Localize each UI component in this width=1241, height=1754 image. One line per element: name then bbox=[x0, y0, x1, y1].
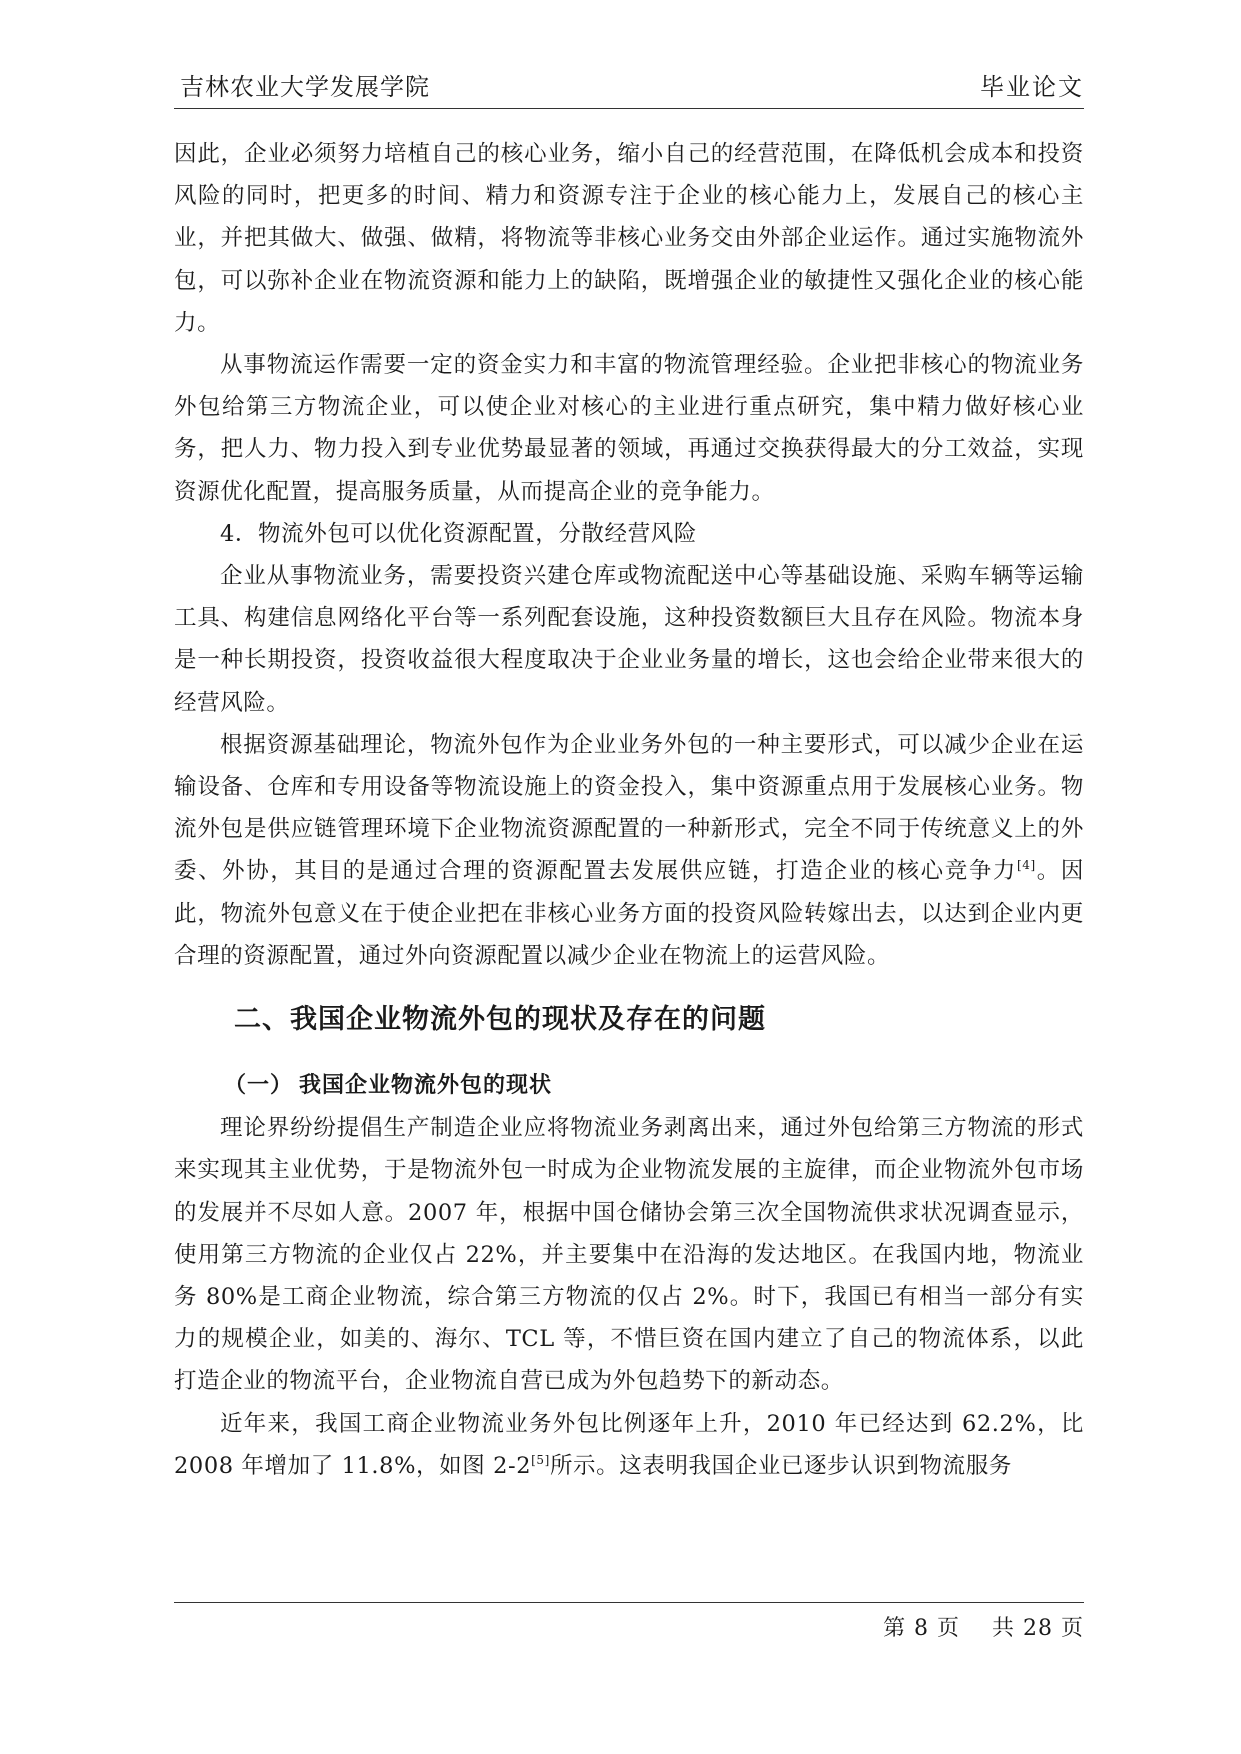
paragraph-6 bbox=[174, 1403, 1084, 1487]
page-number: 第 8 页 共 28 页 bbox=[883, 1616, 1084, 1641]
paragraph-4-text-b: 。因此，物流外包意义在于使企业把在非核心业务方面的投资风险转嫁出去，以达到企业内更合理的资源配置，通过外向资源配置以减少企业在物流上的运营风险。 bbox=[174, 858, 1084, 969]
citation-4: [4] bbox=[1017, 858, 1036, 873]
section-heading: 二、我国企业物流外包的现状及存在的问题 bbox=[234, 1004, 766, 1036]
subsection-heading bbox=[174, 1065, 1084, 1107]
paragraph-1: 因此，企业必须努力培植自己的核心业务，缩小自己的经营范围，在降低机会成本和投资风险的同时，把更多的时间、精力和资源专注于企业的核心能力上，发展自己的核心主业，并把其做大、做强、做精，将物流等非核心业务交由外部企业运作。通过实施物流外包，可以弥补企业在物流资源和能力上的缺陷，既增强企业的敏捷性又强化企业的核心能力。 bbox=[174, 141, 1084, 336]
paragraph-6-text-a: 近年来，我国工商企业物流业务外包比例逐年上升，2010 年已经达到 62.2%，比 2008 年增加了 11.8%，如图 2-2 bbox=[174, 1410, 1084, 1479]
paragraph-5: 理论界纷纷提倡生产制造企业应将物流业务剥离出来，通过外包给第三方物流的形式来实现其主业优势，于是物流外包一时成为企业物流发展的主旋律，而企业物流外包市场的发展并不尽如人意。2007 年，根据中国仓储协会第三次全国物流供求状况调查显示，使用第三方物流的企业仅占 22%，并主要集中在沿海的发达地区。在我国内地，物流业务 80%是工商企业物流，综合第三方物流的仅占 2%。时下，我国已有相当一部分有实力的规模企业，如美的、海尔、TCL 等，不惜巨资在国内建立了自己的物流体系，以此打造企业的物流平台，企业物流自营已成为外包趋势下的新动态。 bbox=[174, 1115, 1084, 1395]
page-body bbox=[174, 133, 1084, 1487]
list-item-4: 4．物流外包可以优化资源配置，分散经营风险 bbox=[220, 520, 697, 547]
header-doc-type: 毕业论文 bbox=[980, 73, 1084, 101]
paragraph-6-text-b: 所示。这表明我国企业已逐步认识到物流服务 bbox=[549, 1452, 1012, 1479]
paragraph-2: 从事物流运作需要一定的资金实力和丰富的物流管理经验。企业把非核心的物流业务外包给第三方物流企业，可以使企业对核心的主业进行重点研究，集中精力做好核心业务，把人力、物力投入到专业优势最显著的领域，再通过交换获得最大的分工效益，实现资源优化配置，提高服务质量，从而提高企业的竞争能力。 bbox=[174, 352, 1084, 505]
header-school-name: 吉林农业大学发展学院 bbox=[180, 73, 430, 101]
paragraph-4-text-a: 根据资源基础理论，物流外包作为企业业务外包的一种主要形式，可以减少企业在运输设备、仓库和专用设备等物流设施上的资金投入，集中资源重点用于发展核心业务。物流外包是供应链管理环境下企业物流资源配置的一种新形式，完全不同于传统意义上的外委、外协，其目的是通过合理的资源配置去发展供应链，打造企业的核心竞争力 bbox=[174, 731, 1084, 885]
page-footer bbox=[174, 1602, 1084, 1641]
subsection-number: （一） bbox=[224, 1073, 294, 1099]
page-header bbox=[174, 68, 1084, 109]
subsection-title: 我国企业物流外包的现状 bbox=[299, 1073, 553, 1099]
citation-5: [5] bbox=[531, 1452, 550, 1467]
paragraph-4 bbox=[174, 724, 1084, 977]
paragraph-3: 企业从事物流业务，需要投资兴建仓库或物流配送中心等基础设施、采购车辆等运输工具、构建信息网络化平台等一系列配套设施，这种投资数额巨大且存在风险。物流本身是一种长期投资，投资收益很大程度取决于企业业务量的增长，这也会给企业带来很大的经营风险。 bbox=[174, 563, 1084, 716]
